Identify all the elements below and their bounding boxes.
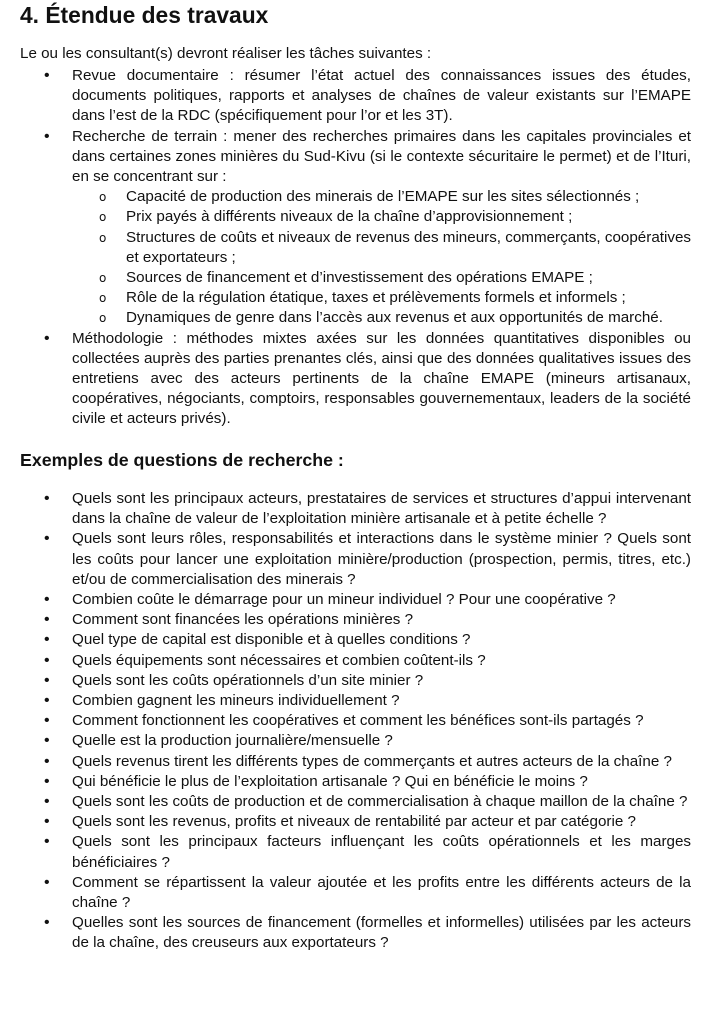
- circle-bullet-icon: o: [99, 230, 107, 245]
- bullet-icon: •: [44, 752, 50, 770]
- bullet-icon: •: [44, 671, 50, 689]
- list-item: o Rôle de la régulation étatique, taxes et prélèvements formels et informels ;: [0, 288, 711, 308]
- circle-bullet-icon: o: [99, 210, 107, 225]
- list-item: o Prix payés à différents niveaux de la chaîne d’approvisionnement ;: [0, 207, 711, 227]
- list-item: • Comment sont financées les opérations minières ?: [0, 610, 711, 630]
- list-item: • Quels sont leurs rôles, responsabilités et interactions dans le système minier ? Quels sont les coûts pour lancer une exploitation minière/production (prospection, permis, titres, etc.) et/ou de commercialisation des minerais ?: [44, 530, 691, 588]
- bullet-icon: •: [44, 631, 50, 649]
- list-item: • Quels sont les principaux acteurs, prestataires de services et structures d’appui intervenant dans la chaîne de valeur de l’exploitation minière artisanale et à petite échelle ?: [44, 490, 691, 528]
- research-questions-list: [0, 489, 711, 954]
- bullet-icon: •: [44, 329, 50, 347]
- list-item: • Quelles sont les sources de financement (formelles et informelles) utilisées par les acteurs de la chaîne, des creuseurs aux exportateurs ?: [44, 914, 691, 952]
- list-item: • Quels sont les principaux facteurs influençant les coûts opérationnels et les marges bénéficiaires ?: [44, 833, 691, 871]
- list-item: • Comment se répartissent la valeur ajoutée et les profits entre les différents acteurs de la chaîne ?: [44, 873, 691, 912]
- list-item: • Combien gagnent les mineurs individuellement ?: [0, 691, 711, 711]
- bullet-icon: •: [44, 490, 50, 507]
- list-item: • Qui bénéficie le plus de l’exploitation artisanale ? Qui en bénéficie le moins ?: [0, 772, 711, 792]
- bullet-icon: •: [44, 692, 50, 710]
- section-heading: 4. Étendue des travaux: [20, 2, 269, 28]
- bullet-icon: •: [44, 873, 50, 891]
- list-item: • Quels sont les revenus, profits et niveaux de rentabilité par acteur et par catégorie ?: [0, 812, 711, 832]
- bullet-icon: •: [44, 611, 50, 629]
- list-item: • Quels revenus tirent les différents types de commerçants et autres acteurs de la chaîne ?: [0, 752, 711, 772]
- circle-bullet-icon: o: [99, 311, 107, 326]
- bullet-icon: •: [44, 67, 50, 84]
- examples-heading: Exemples de questions de recherche :: [20, 450, 344, 470]
- list-item: [0, 127, 711, 188]
- bullet-icon: •: [44, 530, 50, 548]
- task-list: [0, 66, 711, 430]
- circle-bullet-icon: o: [99, 190, 107, 205]
- list-item: • Quels sont les coûts opérationnels d’un site minier ?: [0, 671, 711, 691]
- circle-bullet-icon: o: [99, 291, 107, 306]
- sublist-container: [0, 187, 711, 328]
- bullet-icon: •: [44, 793, 50, 811]
- task-text: Recherche de terrain : mener des recherches primaires dans les capitales provinciales et dans certaines zones minières du Sud-Kivu (si le contexte sécuritaire le permet) et de l’Ituri, en se concentrant sur :: [72, 127, 691, 186]
- bullet-icon: •: [44, 712, 50, 730]
- list-item: • Combien coûte le démarrage pour un mineur individuel ? Pour une coopérative ?: [0, 590, 711, 610]
- task-text: Méthodologie : méthodes mixtes axées sur les données quantitatives disponibles ou collectées auprès des parties prenantes clés, ainsi que des données qualitatives issues des entretiens avec des acteurs pertinents de la chaîne EMAPE (mineurs artisanaux, coopératives, négociants, comptoirs, responsables gouvernementaux, leaders de la société civile et acteurs privés).: [72, 329, 691, 428]
- list-item: • Quels équipements sont nécessaires et combien coûtent-ils ?: [0, 651, 711, 671]
- list-item: o Capacité de production des minerais de l’EMAPE sur les sites sélectionnés ;: [0, 187, 711, 207]
- bullet-icon: •: [44, 651, 50, 669]
- list-item: [0, 329, 711, 430]
- bullet-icon: •: [44, 732, 50, 750]
- bullet-icon: •: [44, 833, 50, 851]
- list-item: [0, 66, 711, 127]
- section-intro: Le ou les consultant(s) devront réaliser les tâches suivantes :: [20, 45, 432, 62]
- list-item: o Sources de financement et d’investissement des opérations EMAPE ;: [0, 268, 711, 288]
- field-research-sublist: [0, 187, 711, 328]
- bullet-icon: •: [44, 914, 50, 932]
- list-item: • Quelle est la production journalière/mensuelle ?: [0, 731, 711, 751]
- list-item: o Structures de coûts et niveaux de revenus des mineurs, commerçants, coopératives et exportateurs ;: [99, 228, 691, 266]
- task-text: Revue documentaire : résumer l’état actuel des connaissances issues des études, documents politiques, rapports et analyses de chaînes de valeur existants sur l’EMAPE dans l’est de la RDC (spécifiquement pour l’or et les 3T).: [72, 67, 691, 125]
- bullet-icon: •: [44, 772, 50, 790]
- bullet-icon: •: [44, 813, 50, 831]
- list-item: o Dynamiques de genre dans l’accès aux revenus et aux opportunités de marché.: [0, 308, 711, 328]
- bullet-icon: •: [44, 127, 50, 145]
- circle-bullet-icon: o: [99, 271, 107, 286]
- list-item: • Comment fonctionnent les coopératives et comment les bénéfices sont-ils partagés ?: [0, 711, 711, 731]
- list-item: • Quels sont les coûts de production et de commercialisation à chaque maillon de la chaîne ?: [0, 792, 711, 812]
- list-item: • Quel type de capital est disponible et à quelles conditions ?: [0, 630, 711, 650]
- bullet-icon: •: [44, 591, 50, 609]
